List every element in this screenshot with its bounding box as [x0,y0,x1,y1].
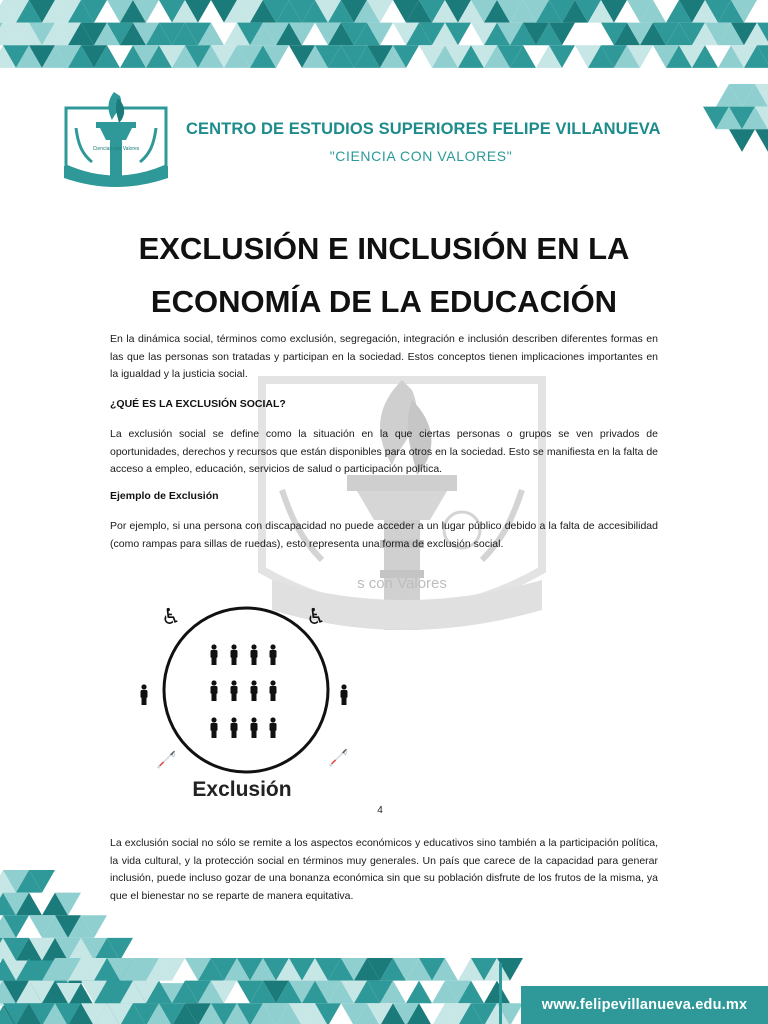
page-number: 4 [377,805,383,816]
institution-logo [62,88,170,192]
person-icon [270,644,277,665]
section-heading-ejemplo: Ejemplo de Exclusión [110,490,219,502]
person-icon [231,680,238,701]
footer-divider [499,963,502,1024]
person-icon [270,717,277,738]
person-icon [211,680,218,701]
decorative-triangle [406,981,432,1004]
closing-paragraph: La exclusión social no sólo se remite a los aspectos económicos y educativos sino también a la participación política, la vida cultural, y la protección social en términos muy generales. Un país que carece de la capacidad para generar inclusión, puede incluso gozar de una bonanza económica sin que su población disfrute de los frutos de la misma, ya que el bienestar no se reparte de manera equitativa. [110,837,658,902]
person-icon [270,680,277,701]
example-paragraph: Por ejemplo, si una persona con discapacidad no puede acceder a un lugar público debido a la falta de accesibilidad (como rampas para sillas de ruedas), esto representa una forma de exclusión social. [110,520,658,550]
figure-caption: Exclusión [192,778,292,801]
person-icon [231,717,238,738]
blind-person-icon: 🦯 [328,748,348,767]
person-icon [231,644,238,665]
wheelchair-icon: ♿ [161,605,181,630]
person-icon [251,717,258,738]
logo-text: Ciencias con Valores [92,146,140,152]
intro-paragraph: En la dinámica social, términos como exclusión, segregación, integración e inclusión describen diferentes formas en las que las personas son tratadas y participan en la sociedad. Estos conceptos tienen implicaciones importantes en la igualdad y la justicia social. [110,333,658,380]
watermark-text: s con Valores [357,575,447,592]
person-icon [211,717,218,738]
institution-motto: "CIENCIA CON VALORES" [329,148,513,164]
document-title [80,222,688,328]
wheelchair-icon: ♿ [306,605,326,630]
exclusion-figure [118,590,378,790]
person-icon [211,644,218,665]
title-line-1: EXCLUSIÓN E INCLUSIÓN EN LA [138,231,630,266]
exclusion-circle [164,608,328,772]
decorative-triangle [755,129,768,152]
title-line-2: ECONOMÍA DE LA EDUCACIÓN [150,284,618,319]
institution-name: CENTRO DE ESTUDIOS SUPERIORES FELIPE VILLANUEVA [186,120,661,138]
decorative-triangle [484,981,510,1004]
footer-band [521,986,768,1024]
person-icon [251,644,258,665]
inner-people-group [211,644,277,738]
person-icon [341,684,348,705]
person-icon [251,680,258,701]
decorative-triangle [729,129,755,152]
definition-paragraph: La exclusión social se define como la situación en la que ciertas personas o grupos se ven privados de oportunidades, derechos y recursos que están disponibles para otros en la sociedad. Esto se manifiesta en la falta de acceso a empleo, educación, servicios de salud o participación política. [110,428,658,475]
blind-person-icon: 🦯 [156,750,176,769]
website-link[interactable]: www.felipevillanueva.edu.mx [541,997,748,1013]
section-heading-que-es: ¿QUÉ ES LA EXCLUSIÓN SOCIAL? [110,398,286,410]
outer-icons-group [141,605,348,769]
person-icon [141,684,148,705]
